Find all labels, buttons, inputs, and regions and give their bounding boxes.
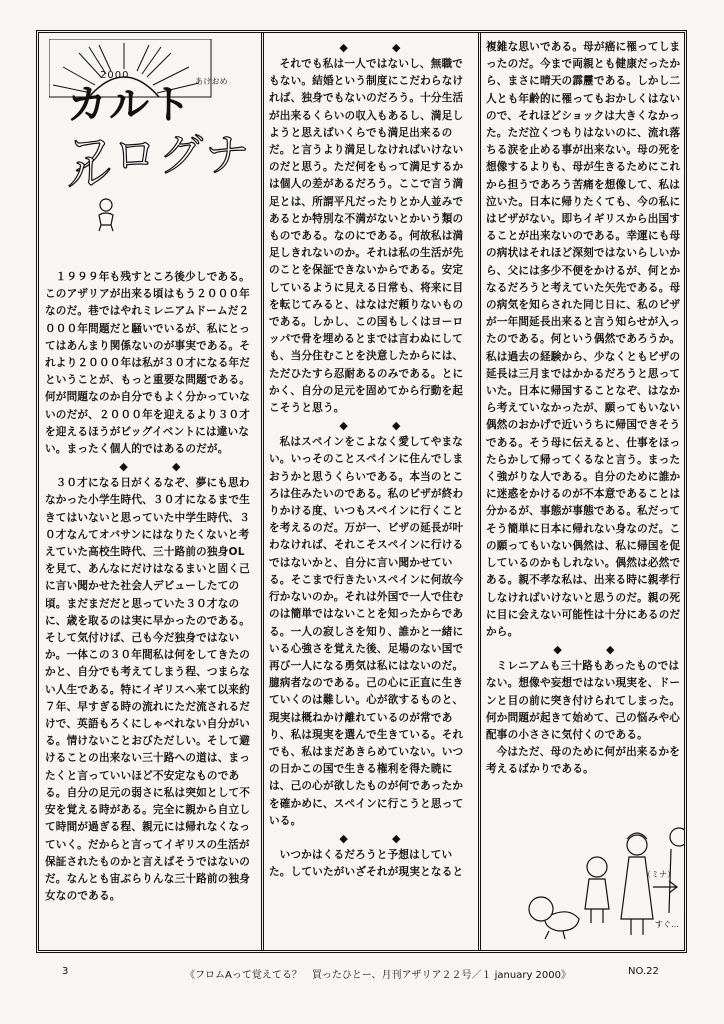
title-block [45, 39, 255, 269]
greeting-label: あけおめ [195, 77, 228, 86]
paragraph: それでも私は一人ではないし、無職でもない。結婚という制度にこだわらなければ、独身でもないのだろう。十分生活が出来るくらいの収入もあるし、満足しようと思えばいくらでも満足出来るのだ。と言うより満足しなければいけないのだと思う。ただ何をもって満足するかは個人の差があるだろう。ここで言う満足とは、所謂平凡だったりとか人並みであるとか特別な不満がないとかいう類のものである。なのにである。何故私は満足しきれないのか。それは私の生活が先のことを保証できないからである。安定しているように見える日常も、将来に目を転じてみると、はなはだ頼りないものである。しかし、この国もしくはヨーロッパで骨を埋めるとまでは言わぬにしても、当分住むことを決意したからには、ただひたすら忍耐あるのみである。とにかく、自分の足元を固めてから行動を起こそうと思う。 [269, 58, 464, 415]
paragraph: 複雑な思いである。母が癌に罹ってしまったのだ。今まで両親とも健康だったから、まさに晴天の霹靂である。しかし二人とも年齢的に罹ってもおかしくはないので、それほどショックは大きくなかった。ただ泣くつもりはないのに、流れ落ちる涙を止める事が出来ない。母の死を想像するよりも、母が生きるためにこれから担うであろう苦痛を想像して、私は泣いた。日本に帰りたくても、今の私にはビザがない。即ちイギリスから出国することが出来ないのである。幸運にも母の病状はそれほど深刻ではないらしいから、父には多少不便をかけるが、何とかなるだろうと考えていた矢先である。母の病気を知らされた同じ日に、私のビザが一年間延長出来ると言う知らせが入ったのである。何という偶然であろうか。私は過去の経験から、少なくともビザの延長は三月まではかかるだろうと思っていた。日本に帰国することなぞ、はなから考えていなかったが、願ってもいない偶然のおかげで近いうちに帰国できそうである。そう母に伝えると、仕事をほったらかして帰ってくるなと言う。まったく強がりな人である。自分のために誰かに迷惑をかけるのが不本意であることは分かるが、事態が事態である。私だってそう簡単に日本に帰れない身なのだ。この願ってもいない偶然は、私に帰国を促しているのかもしれない。偶然は必然である。親不孝な私は、出来る時に親孝行しなければいけないと思うのだ。親の死に目に会えない可能性は十分にあるのだから。 [486, 41, 681, 638]
paragraph: いつかはくるだろうと予想はしていた。していたがいざそれが現実となると [269, 848, 464, 879]
column-rule [261, 33, 264, 950]
section-divider: ◆ ◆ [119, 460, 181, 474]
page-number: 3 [62, 966, 69, 977]
year-label: 2000 [100, 70, 130, 81]
column-3 [486, 39, 682, 779]
page-subtitle: フログナル [67, 130, 251, 199]
footer-caption: 《フロムAって覚えてる？ 買ったひとー、月刊アザリア２２号／１ january 2000》 [185, 970, 571, 981]
paragraph: ミレニアムも三十路もあったものではない。想像や妄想ではない現実を、ドーンと目の前に突き付けられてしまった。何か問題が起きて始めて、己の悩みや心配事の小ささに気付くのである。 [486, 660, 681, 741]
section-divider: ◆ ◆ [339, 831, 401, 845]
column-rule [478, 33, 481, 950]
paragraph: ３０才になる日がくるなぞ、夢にも思わなかった小学生時代、３０才になるまで生きてはいないと思っていた中学生時代、３０才なんてオバサンにはなりたくないと考えていた高校生時代、三十路前の独身OLを見て、あんなにだけはなるまいと固く己に言い聞かせた社会人デビューしたての頃。まだまだだと思っていた３０才なのに、歳を取るのは実に早かったのである。そして気付けば、己も今だ独身ではないか。一体この３０年間私は何をしてきたのかと、自分でも考えてしまう程、つまらない人生である。特にイギリスへ来て以来約７年、早すぎる時の流れにただ流されるだけで、英語もろくにしゃべれない自分がいる。情けないことおびただしい。そして避けることの出来ない三十路への道は、まったくと言っていいほど不安定なものである。自分の足元の弱さに私は突如として不安を覚える時がある。完全に親から自立して時間が過ぎる程、親元には帰れなくなっていく。だからと言ってイギリスの生活が保証されたものかと言えばそうではないのだ。なんとも宙ぶらりんな三十路前の独身女なのである。 [45, 477, 251, 903]
page-title: カルト [67, 82, 193, 128]
paragraph: 私はスペインをこよなく愛してやまない。いっそのことスペインに住んでしまおうかと思うくらいである。本当のところは住みたいのである。私のビザが終わりかける度、いつもスペインに行くことを考えるのだ。万が一、ビザの延長が叶わなければ、それこそスペインに行けるではないかと、自分に言い聞かせている。そこまで行きたいスペインに何故今行かないのか。それは外国で一人で住むのは簡単ではないことを知ったからである。一人の寂しさを知り、誰かと一緒にいる心強さを覚えた後、足場のない国で再び一人になる勇気は私にはないのだ。臆病者なのである。己の心に正直に生きていくのは難しい。心が欲するものと、現実は概ねかけ離れているのが常であり、私は現実を選んで生きている。それでも、私はまだあきらめていない。いつの日かこの国で生きる権利を得た暁には、己の心が欲したものが何であったかを確かめに、スペインに行こうと思っている。 [269, 436, 464, 827]
section-divider: ◆ ◆ [339, 41, 401, 54]
stick-figure-icon [93, 197, 119, 233]
issue-number: NO.22 [628, 966, 659, 977]
illustration-label: すぐ… [655, 920, 679, 929]
page-frame [36, 30, 687, 953]
section-divider: ◆ ◆ [339, 419, 401, 433]
family-illustration-icon [519, 823, 685, 947]
paragraph: １９９９年も残すところ後少しである。このアザリアが出来る頃はもう２０００年なのだ。巷ではやれミレニアムドームだ２０００年問題だと騒いでいるが、私にとってはあんまり関係ないのが事実である。それより２０００年は私が３０才になる年だということが、もっと重要な問題である。何が問題なのか自分でもよく分かっていないのだが、２０００年を迎えるより３０才を迎えるほうがビッグイベントには違いない。まったく個人的ではあるのだが。 [45, 271, 251, 456]
paragraph: 今はただ、母のために何が出来るかを考えるばかりである。 [486, 746, 681, 776]
column-1 [45, 39, 255, 905]
column-2 [269, 39, 471, 881]
illustration-label: （ミナ） [643, 870, 675, 879]
section-divider: ◆ ◆ [553, 643, 615, 657]
